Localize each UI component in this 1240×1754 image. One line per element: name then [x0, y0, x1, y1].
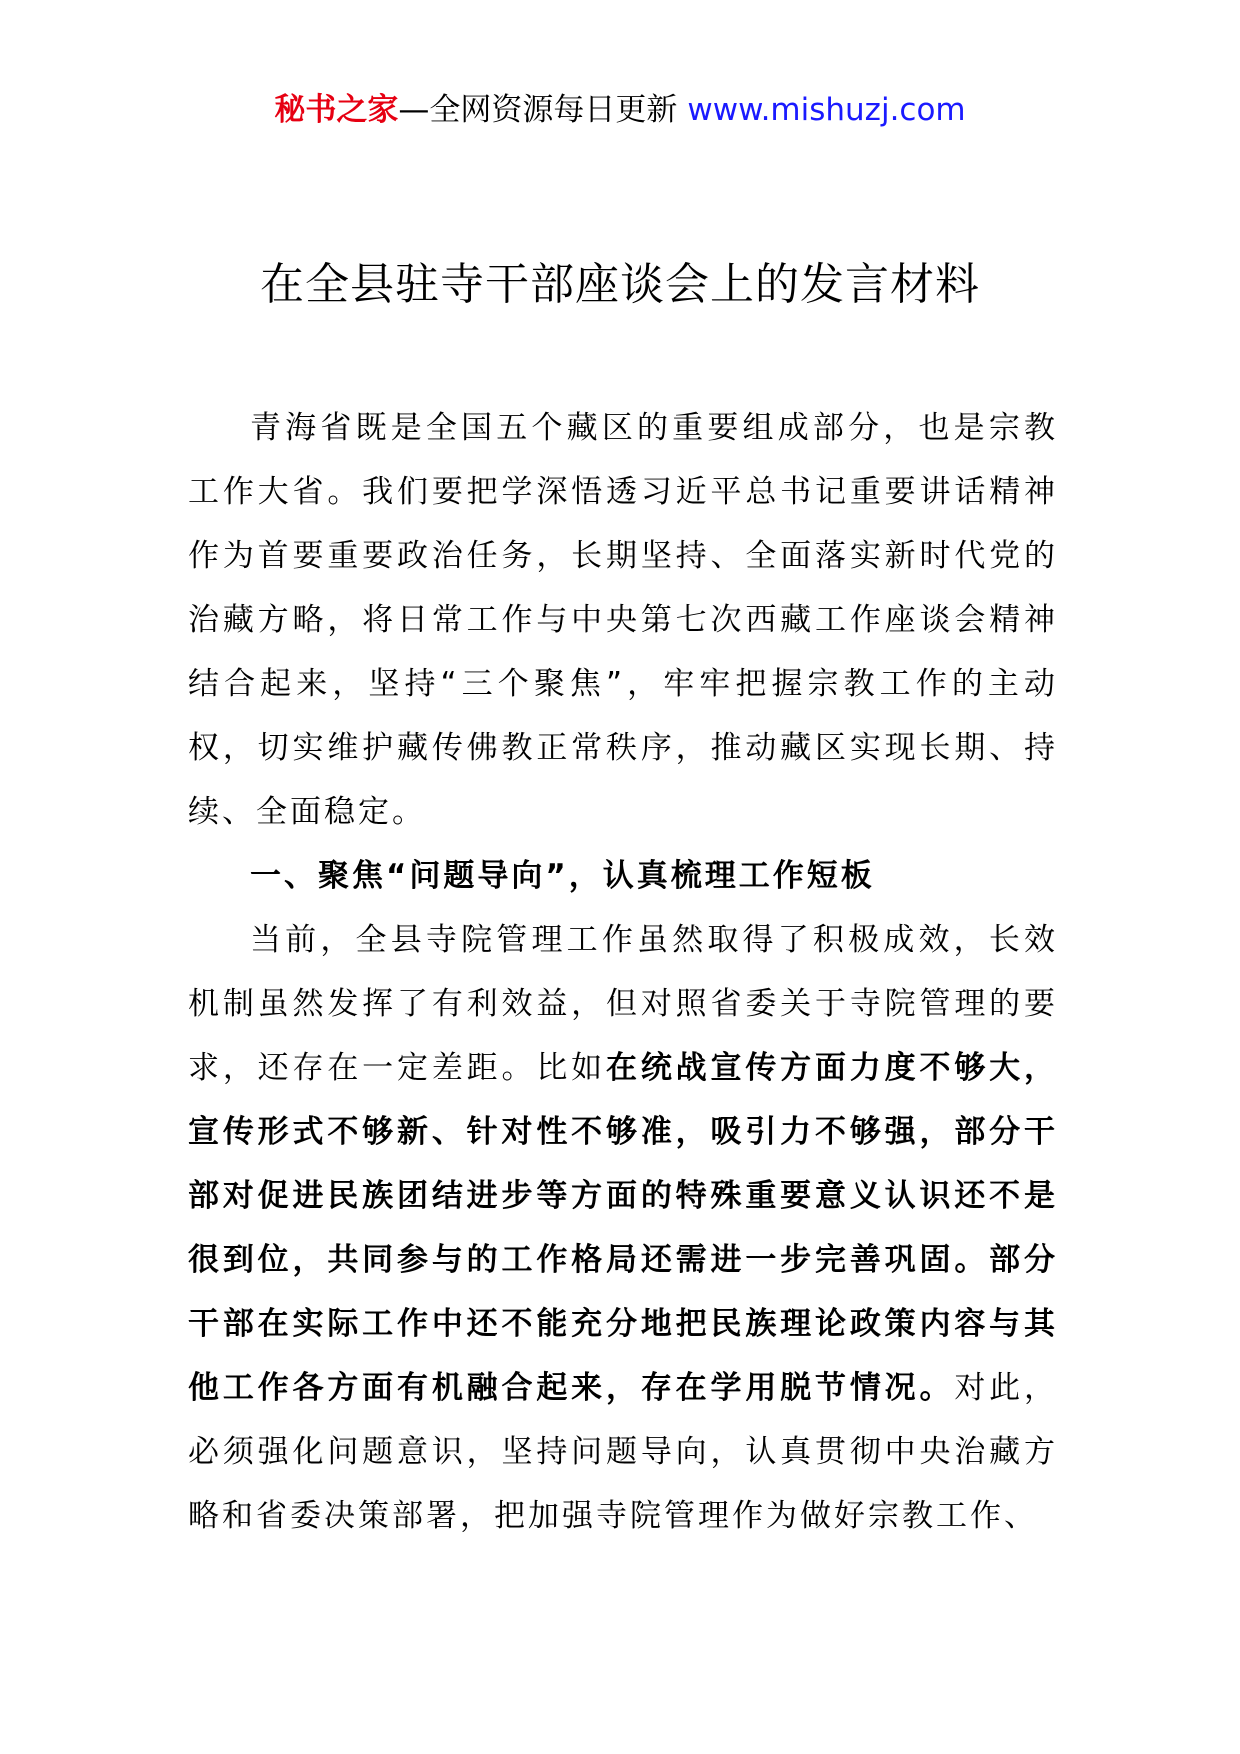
- site-brand: 秘书之家: [274, 92, 399, 128]
- paragraph-text: 当前，全县寺院管理工作虽然取得了积极成效，长效机制虽然发挥了有利效益，但对照省委关于寺院管理的要求，还存在一定差距。比如: [188, 922, 1058, 1086]
- document-title: 在全县驻寺干部座谈会上的发言材料: [260, 259, 980, 310]
- paragraph-intro: 青海省既是全国五个藏区的重要组成部分，也是宗教工作大省。我们要把学深悟透习近平总书记重要讲话精神作为首要重要政治任务，长期坚持、全面落实新时代党的治藏方略，将日常工作与中央第七次西藏工作座谈会精神结合起来，坚持“三个聚焦”，牢牢把握宗教工作的主动权，切实维护藏传佛教正常秩序，推动藏区实现长期、持续、全面稳定。: [188, 410, 1058, 830]
- site-banner: [0, 90, 1240, 130]
- document-body: [188, 396, 1058, 1548]
- site-tagline: —全网资源每日更新: [398, 92, 678, 128]
- site-url-link[interactable]: www.mishuzj.com: [687, 92, 966, 128]
- paragraph-text: 对此，必须强化问题意识，坚持问题导向，认真贯彻中央治藏方略和省委决策部署，把加强寺院管理作为做好宗教工作、: [188, 1370, 1059, 1534]
- paragraph-problems: [188, 908, 1058, 1548]
- section-heading: 一、聚焦“问题导向”，认真梳理工作短板: [250, 858, 875, 894]
- paragraph-bold-text: 在统战宣传方面力度不够大，宣传形式不够新、针对性不够准，吸引力不够强，部分干部对促进民族团结进步等方面的特殊重要意义认识还不是很到位，共同参与的工作格局还需进一步完善巩固。部分干部在实际工作中还不能充分地把民族理论政策内容与其他工作各方面有机融合起来，存在学用脱节情况。: [188, 1050, 1058, 1406]
